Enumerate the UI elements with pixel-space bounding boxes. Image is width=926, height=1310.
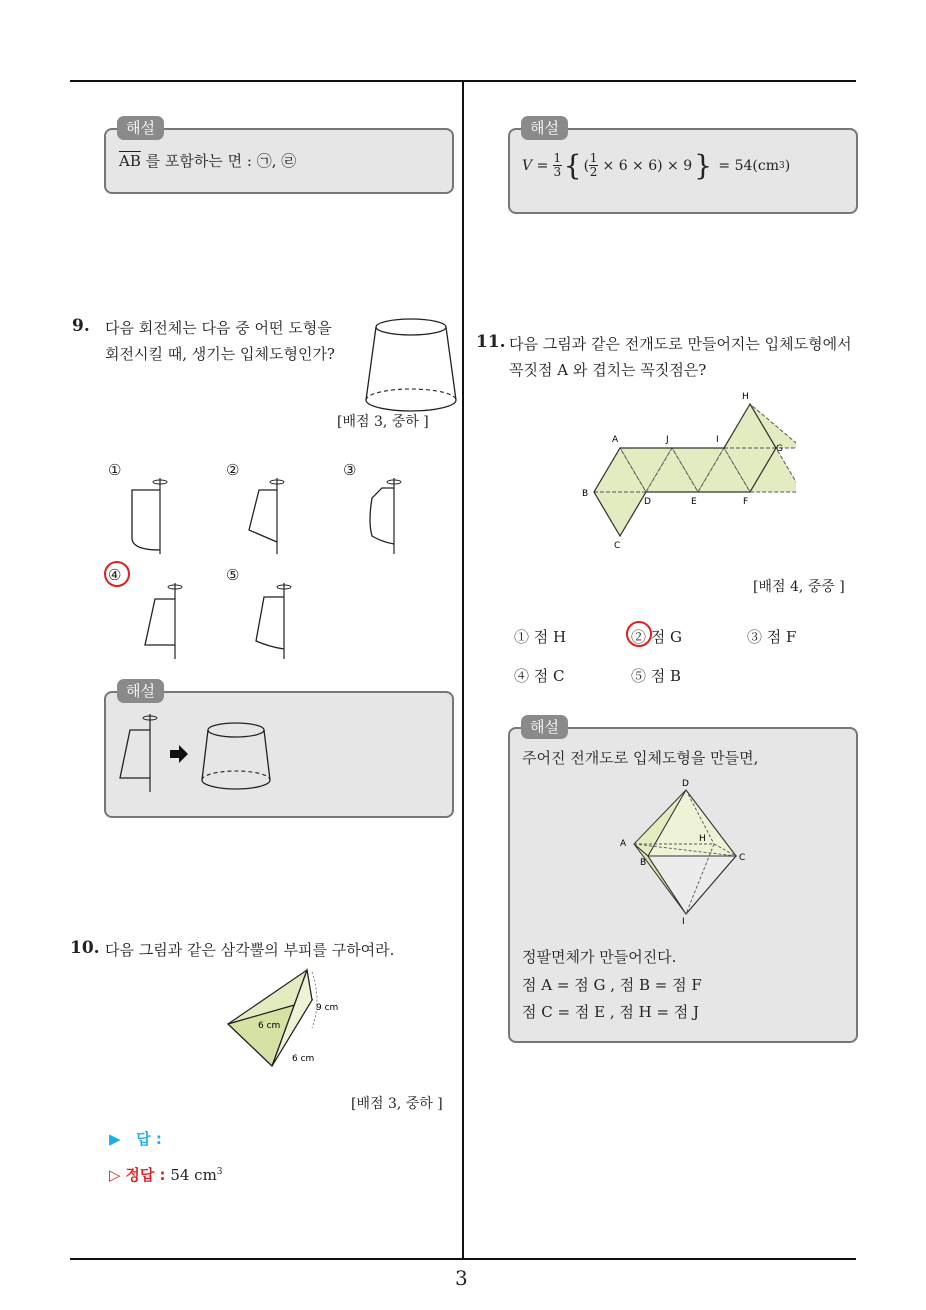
vertex-label-a: A [612,435,619,445]
solution-text-line4: 점 C = 점 E , 점 H = 점 J [522,1003,700,1021]
option-4-marker[interactable]: ④ [108,566,122,584]
correct-label: 정답 : [125,1166,166,1184]
volume-formula: V = 1 3 { ( 1 2 × 6 × 6) × 9 } = 54(cm 3 ) [522,149,791,182]
answer-label: ▶ 답 : [109,1130,162,1148]
option-4-figure [135,577,195,662]
vertex-label-d: D [644,497,651,507]
correct-exponent: 3 [216,1167,223,1177]
net-figure [576,384,796,554]
solution-text-line2: 정팔면체가 만들어진다. [522,948,677,966]
vertex-label-h: H [742,392,749,402]
vertex-label-i: I [682,917,685,926]
option-3-figure [354,472,414,557]
vertex-label-b: B [582,489,589,499]
question-text-line1: 다음 회전체는 다음 중 어떤 도형을 [105,319,332,337]
option-1[interactable]: ① 점 H [514,628,567,646]
option-4[interactable]: ④ 점 C [514,667,565,685]
arrow-right-icon [170,745,188,763]
vertex-label-c: C [614,541,621,551]
page-number: 3 [455,1266,468,1290]
vertex-label-g: G [776,444,783,454]
question-text-line2: 회전시킬 때, 생기는 입체도형인가? [105,345,335,363]
vertex-label-c: C [739,853,746,863]
answer-circle [626,621,652,647]
solution-text-q8: $\overline{AB}$ 를 포함하는 면 : ㉠, ㉣ [119,152,297,170]
correct-value: 54 cm [170,1166,217,1184]
dim-label-width: 6 cm [258,1021,281,1031]
solution-tag: 해설 [117,116,164,140]
solution-tag: 해설 [117,679,164,703]
question-number: 9. [72,316,90,336]
vertex-label-j: J [666,435,669,445]
play-icon: ▶ [109,1130,121,1148]
solution-figure-q9 [112,708,302,803]
question-text-line2: 꼭짓점 A 와 겹치는 꼭짓점은? [509,361,707,379]
vertex-label-d: D [682,779,689,789]
segment-ab: $\overline{AB}$ [119,152,141,170]
solution-tag: 해설 [521,116,568,140]
vertex-label-b: B [640,858,647,868]
solution-text-line3: 점 A = 점 G , 점 B = 점 F [522,976,702,994]
question-text: 다음 그림과 같은 삼각뿔의 부피를 구하여라. [105,941,395,959]
vertex-label-a: A [620,839,627,849]
option-5[interactable]: ⑤ 점 B [631,667,682,685]
solution-text-line1: 주어진 전개도로 입체도형을 만들면, [522,749,759,767]
question-text-line1: 다음 그림과 같은 전개도로 만들어지는 입체도형에서 [509,335,852,353]
vertex-label-i: I [716,435,719,445]
question-number: 10. [70,938,100,958]
option-3[interactable]: ③ 점 F [747,628,797,646]
option-5-marker[interactable]: ⑤ [226,566,240,584]
question-number: 11. [476,332,506,352]
option-1-figure [120,472,180,557]
triangle-icon: ▷ [109,1166,121,1184]
option-2-marker[interactable]: ② [226,461,240,479]
correct-answer [109,1164,223,1185]
vertex-label-h: H [699,834,706,844]
vertex-label-e: E [691,497,697,507]
points-label: [배점 3, 중하 ] [351,1096,443,1112]
option-5-figure [244,577,304,662]
octahedron-figure [612,776,762,926]
dim-label-height: 9 cm [316,1003,339,1013]
points-label: [배점 4, 중중 ] [753,579,845,595]
points-label: [배점 3, 중하 ] [337,414,429,430]
option-2-figure [237,472,297,557]
frustum-figure [362,312,462,416]
option-3-marker[interactable]: ③ [343,461,357,479]
pyramid-figure [220,962,350,1072]
dim-label-depth: 6 cm [292,1054,315,1064]
bottom-rule [70,1258,856,1260]
solution-tag: 해설 [521,715,568,739]
answer-circle [104,561,130,587]
option-1-marker[interactable]: ① [108,461,122,479]
column-divider [462,82,464,1259]
vertex-label-f: F [743,497,749,507]
option-2[interactable]: ② 점 G [631,628,683,646]
